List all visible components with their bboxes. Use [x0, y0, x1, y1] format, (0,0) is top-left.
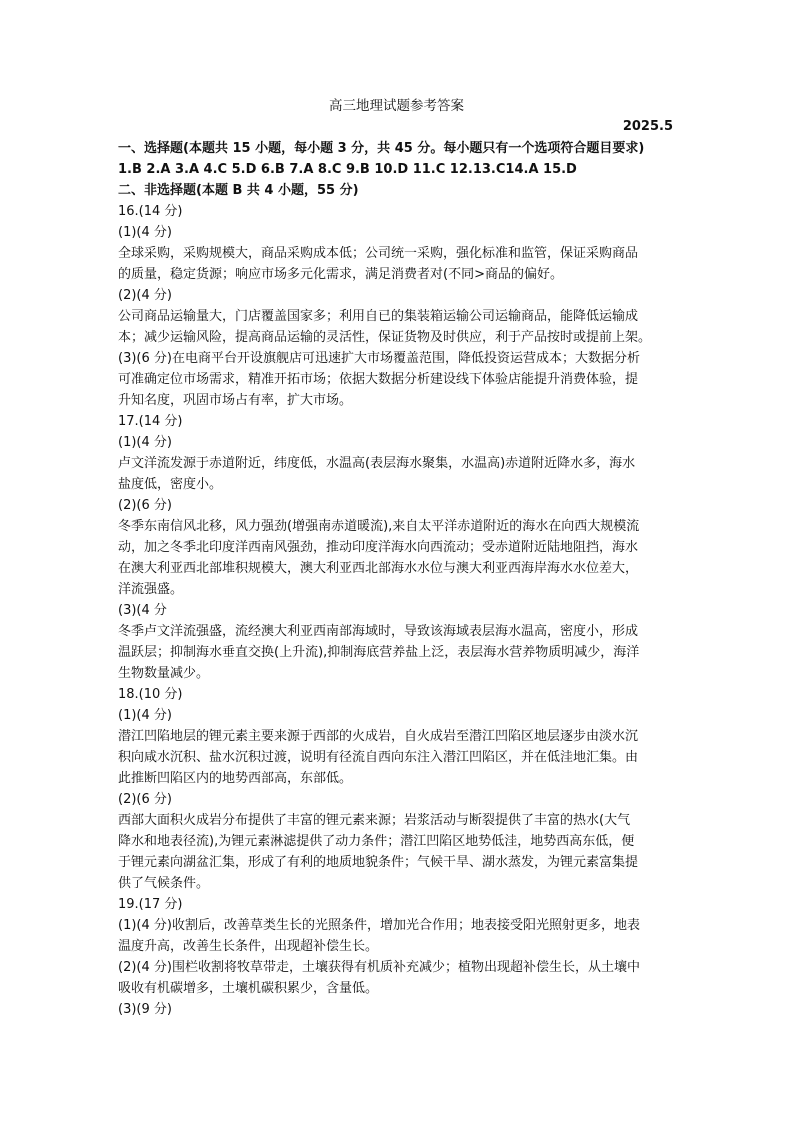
- answer-line: 冬季卢文洋流强盛，流经澳大利亚西南部海域时，导致该海域表层海水温高，密度小，形成: [118, 624, 639, 639]
- answer-line: 盐度低，密度小。: [118, 477, 223, 492]
- answer-line: 公司商品运输量大，门店覆盖国家多；利用自已的集装箱运输公司运输商品，能降低运输成: [118, 309, 639, 324]
- answer-line: 洋流强盛。: [118, 582, 184, 597]
- answer-line: 温跃层；抑制海水垂直交换(上升流),抑制海底营养盐上泛，表层海水营养物质明减少，海洋: [118, 645, 640, 660]
- answer-line: 全球采购，采购规模大，商品采购成本低；公司统一采购，强化标准和监管，保证采购商品: [118, 246, 639, 261]
- answer-line: 生物数量减少。: [118, 666, 210, 681]
- answer-line: 卢文洋流发源于赤道附近，纬度低，水温高(表层海水聚集，水温高)赤道附近降水多，海水: [118, 456, 636, 471]
- question-heading: 19.(17 分): [118, 897, 183, 912]
- section-heading: 二、非选择题(本题 B 共 4 小题，55 分): [118, 183, 359, 198]
- answer-line: 于锂元素向湖盆汇集，形成了有利的地质地貌条件；气候干旱、湖水蒸发，为锂元素富集提: [118, 855, 639, 870]
- subquestion-label: (2)(4 分): [118, 288, 172, 303]
- subquestion-label: (2)(6 分): [118, 498, 172, 513]
- answer-line: (3)(6 分)在电商平台开设旗舰店可迅速扩大市场覆盖范围，降低投资运营成本；大数据分析: [118, 351, 640, 366]
- answer-line: 供了气候条件。: [118, 876, 210, 891]
- answer-line: 本；减少运输风险，提高商品运输的灵活性，保证货物及时供应，利于产品按时或提前上架。: [118, 330, 652, 345]
- document-date: 2025.5: [622, 119, 673, 134]
- answer-line: 可准确定位市场需求，精准开拓市场；依据大数据分析建设线下体验店能提升消费体验，提: [118, 372, 639, 387]
- question-heading: 16.(14 分): [118, 204, 183, 219]
- subquestion-label: (2)(6 分): [118, 792, 172, 807]
- answer-line: 在澳大利亚西北部堆积规模大，澳大利亚西北部海水水位与澳大利亚西海岸海水水位差大，: [118, 561, 639, 576]
- subquestion-label: (3)(9 分): [118, 1002, 172, 1017]
- choice-answers: 1.B 2.A 3.A 4.C 5.D 6.B 7.A 8.C 9.B 10.D 11.C 12.13.C14.A 15.D: [118, 162, 577, 177]
- subquestion-label: (1)(4 分): [118, 435, 172, 450]
- subquestion-label: (1)(4 分): [118, 225, 172, 240]
- answer-line: 吸收有机碳增多，土壤机碳积累少，含量低。: [118, 981, 379, 996]
- answer-line: 升知名度，巩固市场占有率，扩大市场。: [118, 393, 353, 408]
- answer-line: 动，加之冬季北印度洋西南风强劲，推动印度洋海水向西流动；受赤道附近陆地阻挡，海水: [118, 540, 639, 555]
- answer-line: 此推断凹陷区内的地势西部高，东部低。: [118, 771, 353, 786]
- answer-line: (1)(4 分)收割后，改善草类生长的光照条件，增加光合作用；地表接受阳光照射更多，地表: [118, 918, 640, 933]
- answer-line: 潜江凹陷地层的锂元素主要来源于西部的火成岩，自火成岩至潜江凹陷区地层逐步由淡水沉: [118, 729, 639, 744]
- question-heading: 18.(10 分): [118, 687, 183, 702]
- answer-line: 冬季东南信风北移，风力强劲(增强南赤道暖流),来自太平洋赤道附近的海水在向西大规模流: [118, 519, 640, 534]
- section-heading: 一、选择题(本题共 15 小题，每小题 3 分，共 45 分。每小题只有一个选项符合题目要求): [118, 141, 645, 156]
- answer-line: (2)(4 分)围栏收割将牧草带走，土壤获得有机质补充减少；植物出现超补偿生长，从土壤中: [118, 960, 640, 975]
- subquestion-label: (3)(4 分: [118, 603, 167, 618]
- answer-line: 温度升高，改善生长条件，出现超补偿生长。: [118, 939, 379, 954]
- question-heading: 17.(14 分): [118, 414, 183, 429]
- subquestion-label: (1)(4 分): [118, 708, 172, 723]
- answer-line: 的质量，稳定货源；响应市场多元化需求，满足消费者对(不同>商品的偏好。: [118, 267, 563, 282]
- answer-line: 降水和地表径流),为锂元素淋滤提供了动力条件；潜江凹陷区地势低洼，地势西高东低，便: [118, 834, 635, 849]
- document-title: 高三地理试题参考答案: [329, 98, 464, 114]
- answer-line: 西部大面积火成岩分布提供了丰富的锂元素来源；岩浆活动与断裂提供了丰富的热水(大气: [118, 813, 631, 828]
- answer-line: 积向咸水沉积、盐水沉积过渡，说明有径流自西向东注入潜江凹陷区，并在低洼地汇集。由: [118, 750, 639, 765]
